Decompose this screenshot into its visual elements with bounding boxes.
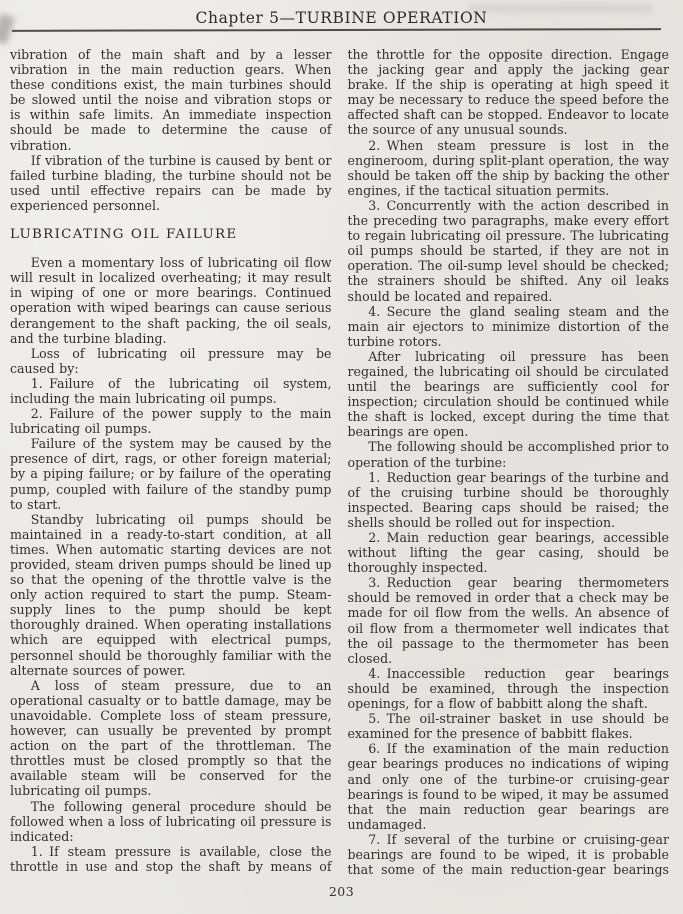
text-columns	[10, 47, 669, 877]
page-number: 203	[328, 884, 355, 899]
paragraph: If vibration of the turbine is caused by bent or failed turbine blading, the turbine should not be used until effective repairs can be made by experienced personnel.	[10, 152, 332, 213]
paragraph: The following should be accomplished prior to operation of the turbine:	[347, 439, 669, 470]
numbered-item: 3. Concurrently with the action described in the preceding two paragraphs, make every effort to regain lubricating oil pressure. The lubricating oil pumps should be started, if they are not in operation. The oil-sump level should be checked; the strainers should be shifted. Any oil leaks should be located and repaired.	[347, 197, 669, 304]
numbered-item: 5. The oil-strainer basket in use should be examined for the presence of babbitt flakes.	[347, 711, 669, 742]
numbered-item: 1. Failure of the lubricating oil system, including the main lubricating oil pumps.	[10, 375, 332, 406]
section-heading: LUBRICATING OIL FAILURE	[10, 227, 238, 243]
paragraph: Standby lubricating oil pumps should be maintained in a ready-to-start condition, at all times. When automatic starting devices are not provided, steam driven pumps should be lined up so that the opening of the throttle valve is the only action required to start the pump. Steam-supply lines to the pump should be kept thoroughly drained. When operating installations which are equipped with electrical pumps, personnel should be thoroughly familiar with the alternate sources of power.	[10, 511, 332, 678]
numbered-item: 4. Secure the gland sealing steam and the main air ejectors to minimize distortion of the turbine rotors.	[347, 303, 669, 349]
numbered-item: 1. If steam pressure is available, close the throttle in use and stop the shaft by means of	[10, 843, 332, 874]
numbered-item: 3. Reduction gear bearing thermometers should be removed in order that a check may be made for oil flow from the wells. An absence of oil flow from a thermometer well indicates that the oil passage to the thermometer has been closed.	[347, 575, 669, 666]
numbered-item: 1. Reduction gear bearings of the turbine and of the cruising turbine should be thoroughly inspected. Bearing caps should be raised; the shells should be rolled out for inspection.	[347, 469, 669, 530]
numbered-item: 4. Inaccessible reduction gear bearings should be examined, through the inspection openings, for a flow of babbitt along the shaft.	[347, 665, 669, 712]
paragraph: Loss of lubricating oil pressure may be caused by:	[10, 345, 332, 376]
header-rule	[12, 28, 661, 32]
paragraph: Failure of the system may be caused by the presence of dirt, rags, or other foreign material; by a piping failure; or by failure of the operating pump, coupled with failure of the standby pump to start.	[10, 436, 332, 512]
right-column	[348, 47, 670, 877]
paragraph: The following general procedure should be followed when a loss of lubricating oil pressure is indicated:	[10, 798, 332, 844]
left-column	[10, 47, 332, 877]
numbered-item: 2. Main reduction gear bearings, accessible without lifting the gear casing, should be thoroughly inspected.	[347, 530, 669, 576]
paragraph: A loss of steam pressure, due to an operational casualty or to battle damage, may be unavoidable. Complete loss of steam pressure, however, can usually be prevented by prompt action on the part of the throttleman. The throttles must be closed promptly so that the available steam will be conserved for the lubricating oil pumps.	[10, 677, 332, 799]
paragraph: vibration of the main shaft and by a lesser vibration in the main reduction gears. When these conditions exist, the main turbines should be slowed until the noise and vibration stops or is within safe limits. An immediate inspection should be made to determine the cause of vibration.	[10, 47, 332, 153]
chapter-title: Chapter 5—TURBINE OPERATION	[195, 9, 488, 27]
paragraph: the throttle for the opposite direction. Engage the jacking gear and apply the jacking gear brake. If the ship is operating at high speed it may be necessary to reduce the speed before the affected shaft can be stopped. Endeavor to locate the source of any unusual sounds.	[347, 47, 669, 138]
paragraph: Even a momentary loss of lubricating oil flow will result in localized overheating; it may result in wiping of one or more bearings. Continued operation with wiped bearings can cause serious derangement to the shaft packing, the oil seals, and the turbine blading.	[10, 255, 332, 346]
numbered-item: 7. If several of the turbine or cruising-gear bearings are found to be wiped, it is probable that some of the main reduction-gear bearings	[347, 831, 669, 877]
numbered-item: 6. If the examination of the main reduction gear bearings produces no indications of wiping and only one of the turbine-or cruising-gear bearings is found to be wiped, it may be assumed that the main reduction gear bearings are undamaged.	[347, 741, 669, 832]
paragraph: After lubricating oil pressure has been regained, the lubricating oil should be circulated until the bearings are sufficiently cool for inspection; circulation should be continued while the shaft is locked, except during the time that bearings are open.	[347, 348, 669, 440]
numbered-item: 2. Failure of the power supply to the main lubricating oil pumps.	[10, 406, 332, 437]
numbered-item: 2. When steam pressure is lost in the engineroom, during split-plant operation, the way should be taken off the ship by backing the other engines, if the tactical situation permits.	[347, 137, 669, 198]
